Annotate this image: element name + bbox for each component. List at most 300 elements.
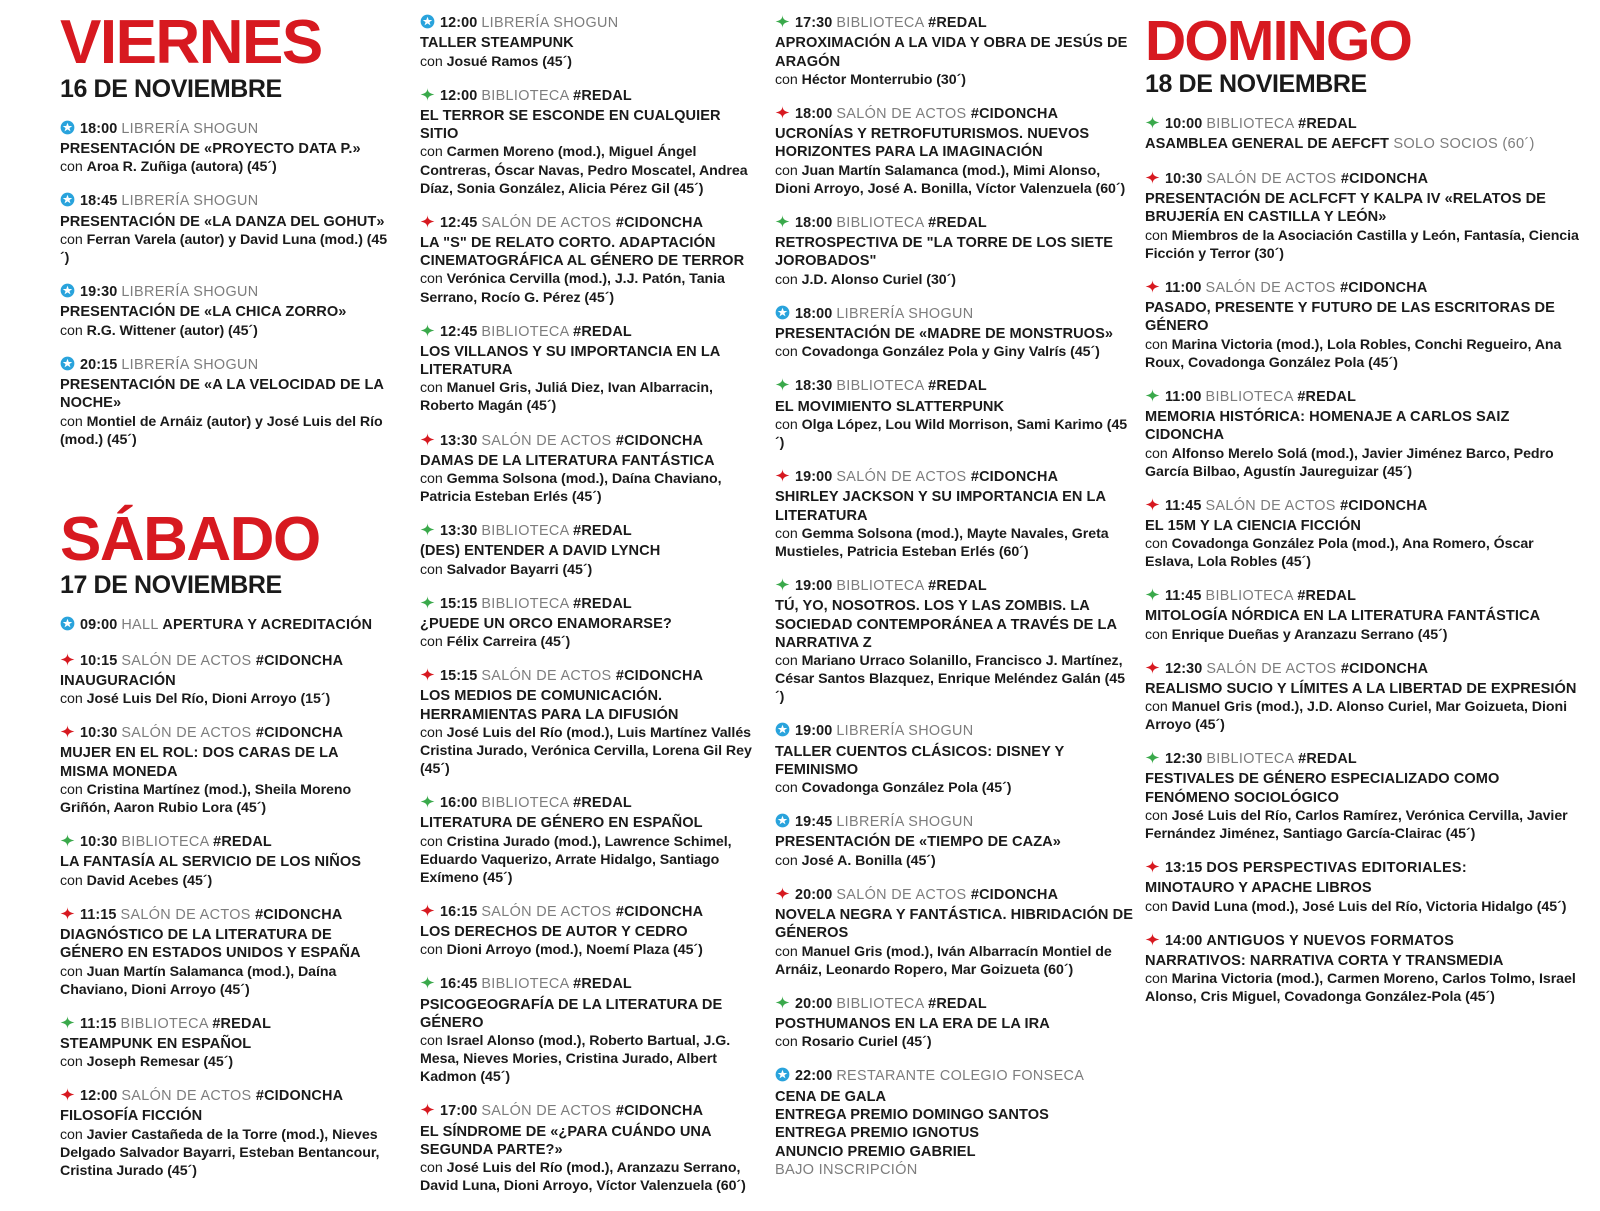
event-participants: [60, 690, 390, 708]
event-participants: [1145, 535, 1586, 571]
event-title: TALLER STEAMPUNK: [420, 35, 574, 52]
event-header: [60, 652, 390, 671]
participants-prefix: con: [420, 1033, 447, 1050]
event-time: 13:30: [440, 432, 478, 449]
event-time: 18:45: [80, 193, 118, 210]
event-participants: [420, 941, 759, 959]
event-header: [420, 432, 759, 451]
event-time: 16:45: [440, 976, 478, 993]
event-time: 22:00: [795, 1068, 833, 1085]
event-venue: ANTIGUOS Y NUEVOS FORMATOS: [1206, 932, 1455, 949]
event-venue: BIBLIOTECA #REDAL: [1205, 388, 1357, 405]
event-venue: DOS PERSPECTIVAS EDITORIALES:: [1206, 860, 1468, 877]
participants-prefix: con: [420, 1160, 447, 1177]
event-venue-tag: #CIDONCHA: [615, 903, 704, 920]
event-participants: [420, 724, 759, 778]
event-title: APROXIMACIÓN A LA VIDA Y OBRA DE JESÚS DE ARAGÓN: [775, 35, 1128, 70]
event-participants: [420, 1159, 759, 1195]
event-title: POSTHUMANOS EN LA ERA DE LA IRA: [775, 1015, 1050, 1032]
event-title: LA FANTASÍA AL SERVICIO DE LOS NIÑOS: [60, 854, 361, 871]
event-title: EL MOVIMIENTO SLATTERPUNK: [775, 398, 1005, 415]
event-header: [60, 833, 390, 852]
event-time: 19:45: [795, 814, 833, 831]
blue-star-circle-icon: [60, 192, 75, 207]
event-header: [420, 667, 759, 686]
event-header: [1145, 587, 1586, 606]
event-participants: [60, 872, 390, 890]
participants-prefix: con: [1145, 699, 1172, 716]
green-star-icon: [1145, 115, 1160, 130]
event-time: 10:30: [80, 725, 118, 742]
event-title: RETROSPECTIVA DE "LA TORRE DE LOS SIETE JOROBADOS": [775, 235, 1114, 270]
event-time: 12:30: [1165, 751, 1203, 768]
participants-names: Dioni Arroyo (mod.), Noemí Plaza (45´): [446, 942, 703, 959]
event-item: [60, 616, 390, 635]
event-item: [60, 906, 390, 999]
event-item: [775, 377, 1133, 452]
event-title: TÚ, YO, NOSOTROS. LOS Y LAS ZOMBIS. LA SOCIEDAD CONTEMPORÁNEA A TRAVÉS DE LA NARRATIVA Z: [775, 598, 1117, 651]
event-time: 10:15: [80, 652, 118, 669]
participants-prefix: con: [60, 963, 87, 980]
green-star-icon: [775, 995, 790, 1010]
participants-names: Ferran Varela (autor) y David Luna (mod.) (45´): [60, 231, 388, 267]
event-venue-tag: #CIDONCHA: [255, 906, 343, 923]
event-header: [1145, 497, 1586, 516]
blue-star-circle-icon: [60, 616, 75, 631]
participants-prefix: con: [1145, 227, 1172, 244]
event-title: EL 15M Y LA CIENCIA FICCIÓN: [1145, 517, 1361, 534]
event-venue-tag: #REDAL: [1298, 751, 1357, 768]
event-participants: [775, 525, 1133, 561]
event-venue-tag: #REDAL: [573, 523, 632, 540]
event-venue: RESTARANTE COLEGIO FONSECA: [836, 1068, 1085, 1085]
event-time: 13:30: [440, 523, 478, 540]
day-title: SÁBADO: [60, 504, 320, 574]
event-item: [60, 192, 390, 267]
event-venue: LIBRERÍA SHOGUN: [836, 723, 974, 740]
participants-names: Joseph Remesar (45´): [86, 1054, 234, 1071]
participants-names: Juan Martín Salamanca (mod.), Mimi Alonso, Dioni Arroyo, José A. Bonilla, Víctor Valenzuela (60´): [775, 162, 1126, 197]
event-venue: SALÓN DE ACTOS #CIDONCHA: [121, 652, 344, 669]
participants-names: Manuel Gris (mod.), Iván Albarracín Montiel de Arnáiz, Leonardo Ropero, Mar Goizueta (60´): [775, 943, 1112, 978]
event-venue-tag: #CIDONCHA: [970, 105, 1059, 122]
event-title: EL TERROR SE ESCONDE EN CUALQUIER SITIO: [420, 107, 721, 143]
participants-prefix: con: [1145, 445, 1172, 462]
event-participants: [420, 53, 759, 71]
event-venue-tag: #CIDONCHA: [970, 469, 1059, 485]
event-time: 20:00: [795, 886, 833, 903]
event-participants: [60, 231, 390, 267]
participants-prefix: con: [775, 271, 802, 288]
event-venue-tag: #CIDONCHA: [255, 1088, 344, 1105]
event-venue-tag: #CIDONCHA: [615, 432, 704, 449]
event-venue: LIBRERÍA SHOGUN: [836, 305, 974, 322]
event-item: [1145, 497, 1586, 572]
participants-names: Félix Carreira (45´): [446, 634, 571, 651]
event-header: [60, 192, 390, 211]
participants-names: Israel Alonso (mod.), Roberto Bartual, J.G. Mesa, Nieves Mories, Cristina Jurado, Albert Kadmon (45´): [420, 1033, 731, 1086]
green-star-icon: [60, 833, 75, 848]
event-participants: [1145, 807, 1586, 843]
event-venue: SALÓN DE ACTOS #CIDONCHA: [1206, 170, 1429, 187]
event-time: 11:00: [1165, 388, 1202, 405]
event-participants: [420, 470, 759, 506]
event-venue-tag: #REDAL: [573, 595, 632, 612]
event-venue: SALÓN DE ACTOS #CIDONCHA: [1205, 279, 1428, 296]
green-star-icon: [420, 595, 435, 610]
participants-names: José Luis del Río, Carlos Ramírez, Verónica Cervilla, Javier Fernández Jiménez, Santiago García-Clairac (45´): [1145, 808, 1568, 843]
event-title: LOS MEDIOS DE COMUNICACIÓN. HERRAMIENTAS PARA LA DIFUSIÓN: [420, 688, 679, 723]
event-header: [60, 283, 390, 302]
red-star-icon: [420, 667, 435, 682]
event-header: [775, 1067, 1133, 1086]
event-item: [420, 87, 759, 198]
day-title: DOMINGO: [1145, 9, 1412, 73]
event-time: 10:00: [1165, 116, 1203, 133]
event-venue: LIBRERÍA SHOGUN: [121, 193, 259, 210]
green-star-icon: [1145, 750, 1160, 765]
event-venue: BIBLIOTECA #REDAL: [836, 577, 987, 594]
event-header: [775, 722, 1133, 741]
participants-names: José Luis del Río (mod.), Luis Martínez Vallés Cristina Jurado, Verónica Cervilla, Lorena Gil Rey (45´): [420, 725, 752, 778]
participants-prefix: con: [60, 1126, 87, 1143]
event-participants: [420, 833, 759, 887]
program-columns: [0, 8, 1600, 1195]
event-item: [775, 305, 1133, 362]
event-venue-tag: #REDAL: [928, 577, 987, 594]
event-venue: BIBLIOTECA #REDAL: [481, 595, 632, 612]
event-venue: BIBLIOTECA #REDAL: [836, 995, 987, 1012]
event-time: 12:45: [440, 214, 478, 231]
participants-prefix: con: [775, 71, 802, 88]
event-participants: [420, 379, 759, 415]
participants-prefix: con: [775, 852, 802, 869]
event-venue-tag: #CIDONCHA: [970, 886, 1059, 903]
event-venue-tag: #REDAL: [1297, 588, 1357, 605]
participants-prefix: con: [60, 782, 87, 799]
participants-prefix: con: [420, 271, 447, 288]
participants-names: Covadonga González Pola (45´): [801, 780, 1012, 797]
event-time: 20:00: [795, 995, 833, 1012]
green-star-icon: [1145, 587, 1160, 602]
blue-star-circle-icon: [775, 722, 790, 737]
event-title: SHIRLEY JACKSON Y SU IMPORTANCIA EN LA LITERATURA: [775, 489, 1106, 524]
red-star-icon: [60, 724, 75, 739]
event-participants: [60, 158, 390, 176]
participants-prefix: con: [420, 471, 447, 488]
blue-star-circle-icon: [60, 356, 75, 371]
participants-prefix: con: [420, 725, 447, 742]
red-star-icon: [775, 886, 790, 901]
column-1: [0, 8, 398, 1196]
red-star-icon: [775, 468, 790, 483]
event-title: EL SÍNDROME DE «¿PARA CUÁNDO UNA SEGUNDA PARTE?»: [420, 1123, 712, 1158]
event-header: [60, 906, 390, 925]
participants-names: Gemma Solsona (mod.), Daína Chaviano, Patricia Esteban Erlés (45´): [420, 471, 722, 506]
event-title: LOS DERECHOS DE AUTOR Y CEDRO: [420, 924, 688, 940]
event-participants: [420, 561, 759, 579]
event-participants: [420, 633, 759, 651]
event-participants: [775, 162, 1133, 198]
event-header: [775, 305, 1133, 324]
event-header: [60, 724, 390, 743]
event-item: [60, 1087, 390, 1180]
event-venue: SALÓN DE ACTOS #CIDONCHA: [481, 903, 704, 920]
event-item: [420, 667, 759, 778]
participants-prefix: con: [775, 416, 802, 433]
event-venue: HALL APERTURA Y ACREDITACIÓN: [121, 617, 373, 634]
event-venue: LIBRERÍA SHOGUN: [836, 814, 974, 831]
blue-star-circle-icon: [60, 120, 75, 135]
event-venue-tag: #CIDONCHA: [1340, 170, 1429, 187]
event-time: 19:00: [795, 577, 833, 594]
event-header: [1145, 660, 1586, 679]
event-item: [1145, 750, 1586, 843]
event-title: FILOSOFÍA FICCIÓN: [60, 1108, 203, 1125]
event-title: (DES) ENTENDER A DAVID LYNCH: [420, 543, 661, 560]
event-item: [60, 652, 390, 709]
participants-prefix: con: [1145, 336, 1172, 353]
event-time: 17:30: [795, 15, 833, 31]
event-venue-tag: #CIDONCHA: [615, 668, 704, 685]
event-participants: [775, 943, 1133, 979]
participants-prefix: con: [420, 53, 447, 70]
event-time: 11:15: [80, 906, 117, 923]
event-participants: [60, 1053, 390, 1071]
participants-prefix: con: [775, 525, 802, 542]
event-time: 11:15: [80, 1015, 117, 1032]
participants-names: Montiel de Arnáiz (autor) y José Luis del Río (mod.) (45´): [60, 413, 383, 448]
event-venue: LIBRERÍA SHOGUN: [121, 120, 259, 137]
event-venue-tag: #REDAL: [1297, 388, 1357, 405]
event-item: [60, 283, 390, 340]
event-title: NARRATIVOS: NARRATIVA CORTA Y TRANSMEDIA: [1145, 953, 1504, 970]
event-title: UCRONÍAS Y RETROFUTURISMOS. NUEVOS HORIZONTES PARA LA IMAGINACIÓN: [775, 126, 1090, 161]
event-header: [420, 522, 759, 541]
participants-names: Aroa R. Zuñiga (autora) (45´): [86, 159, 277, 176]
participants-names: Manuel Gris (mod.), J.D. Alonso Curiel, Mar Goizueta, Dioni Arroyo (45´): [1145, 699, 1568, 734]
participants-prefix: con: [60, 691, 87, 708]
event-title: MUJER EN EL ROL: DOS CARAS DE LA MISMA MONEDA: [60, 745, 339, 780]
event-venue: SALÓN DE ACTOS #CIDONCHA: [481, 214, 704, 231]
blue-star-circle-icon: [775, 813, 790, 828]
event-item: [420, 214, 759, 307]
event-participants: [420, 143, 759, 197]
event-time: 15:15: [440, 595, 478, 612]
day-date: 17 DE NOVIEMBRE: [60, 571, 282, 600]
red-star-icon: [1145, 170, 1160, 185]
event-header: [60, 120, 390, 139]
event-title: ASAMBLEA GENERAL DE AEFCFT SOLO SOCIOS (60´): [1145, 136, 1535, 153]
event-time: 18:00: [795, 214, 833, 231]
event-item: [420, 522, 759, 579]
participants-names: Olga López, Lou Wild Morrison, Sami Karimo (45´): [775, 416, 1128, 451]
event-venue-tag: #REDAL: [928, 15, 987, 31]
event-time: 16:15: [440, 903, 478, 920]
section-spacer: [60, 465, 390, 511]
event-venue-tag: #REDAL: [573, 795, 632, 812]
event-item: [1145, 279, 1586, 372]
event-venue: SALÓN DE ACTOS #CIDONCHA: [481, 668, 704, 685]
event-header: [775, 995, 1133, 1014]
event-title: MINOTAURO Y APACHE LIBROS: [1145, 880, 1372, 897]
event-participants: [60, 963, 390, 999]
event-time: 12:00: [440, 87, 478, 104]
red-star-icon: [1145, 497, 1160, 512]
participants-prefix: con: [420, 942, 447, 959]
blue-star-circle-icon: [60, 283, 75, 298]
green-star-icon: [420, 87, 435, 102]
event-header: [420, 14, 759, 33]
participants-names: José Luis del Río (mod.), Aranzazu Serrano, David Luna, Dioni Arroyo, Víctor Valenzuela (60´): [420, 1160, 746, 1195]
event-title: LOS VILLANOS Y SU IMPORTANCIA EN LA LITERATURA: [420, 343, 720, 379]
participants-prefix: con: [1145, 536, 1172, 553]
green-star-icon: [420, 522, 435, 537]
event-item: [420, 14, 759, 71]
participants-names: Héctor Monterrubio (30´): [801, 71, 966, 88]
event-venue: SALÓN DE ACTOS #CIDONCHA: [121, 725, 344, 742]
event-venue-tag: #CIDONCHA: [255, 725, 344, 742]
participants-prefix: con: [775, 344, 802, 361]
participants-prefix: con: [775, 780, 802, 797]
event-item: [775, 1067, 1133, 1179]
event-time: 11:45: [1165, 588, 1202, 605]
event-title: INAUGURACIÓN: [60, 672, 176, 689]
event-time: 12:30: [1165, 660, 1203, 677]
event-time: 11:45: [1165, 497, 1202, 514]
participants-names: José A. Bonilla (45´): [801, 852, 936, 869]
event-participants: [60, 322, 390, 340]
event-item: [775, 813, 1133, 870]
event-venue-tag: #REDAL: [928, 214, 987, 231]
event-venue-tag: #CIDONCHA: [1340, 279, 1428, 296]
red-star-icon: [1145, 859, 1160, 874]
event-item: [775, 995, 1133, 1052]
event-header: [60, 356, 390, 375]
green-star-icon: [775, 377, 790, 392]
event-venue: BIBLIOTECA #REDAL: [836, 214, 987, 231]
event-venue: BIBLIOTECA #REDAL: [121, 834, 272, 851]
event-venue-tag: #REDAL: [573, 87, 632, 104]
event-participants: [60, 413, 390, 449]
event-participants: [1145, 445, 1586, 481]
event-item: [775, 468, 1133, 561]
event-header: [1145, 170, 1586, 189]
event-participants: [60, 1126, 390, 1180]
participants-names: David Luna (mod.), José Luis del Río, Victoria Hidalgo (45´): [1171, 898, 1567, 915]
participants-names: Cristina Martínez (mod.), Sheila Moreno Griñón, Aaron Rubio Lora (45´): [60, 782, 352, 817]
event-venue: SALÓN DE ACTOS #CIDONCHA: [836, 886, 1059, 903]
participants-names: Javier Castañeda de la Torre (mod.), Nieves Delgado Salvador Bayarri, Esteban Bentancour, Cristina Jurado (45´): [60, 1126, 380, 1179]
participants-names: Juan Martín Salamanca (mod.), Daína Chaviano, Dioni Arroyo (45´): [60, 963, 337, 998]
blue-star-circle-icon: [775, 1067, 790, 1082]
event-participants: [775, 1033, 1133, 1051]
event-participants: [775, 779, 1133, 797]
event-header: [420, 903, 759, 922]
event-item: [420, 323, 759, 416]
event-participants: [1145, 336, 1586, 372]
column-2: [398, 14, 765, 1211]
day-date: 16 DE NOVIEMBRE: [60, 74, 282, 103]
event-venue-tag: APERTURA Y ACREDITACIÓN: [158, 617, 373, 634]
day-date: 18 DE NOVIEMBRE: [1145, 70, 1367, 99]
event-venue: BIBLIOTECA #REDAL: [1206, 751, 1357, 768]
event-header: [420, 794, 759, 813]
event-title: LA "S" DE RELATO CORTO. ADAPTACIÓN CINEMATOGRÁFICA AL GÉNERO DE TERROR: [420, 234, 745, 270]
event-venue-tag: #REDAL: [928, 995, 987, 1012]
event-participants: [1145, 227, 1586, 263]
event-venue: SALÓN DE ACTOS #CIDONCHA: [120, 906, 343, 923]
event-item: [1145, 932, 1586, 1007]
participants-names: Manuel Gris, Juliá Diez, Ivan Albarracin, Roberto Magán (45´): [420, 380, 713, 415]
participants-names: David Acebes (45´): [86, 872, 213, 889]
event-venue-tag: #CIDONCHA: [615, 214, 704, 231]
event-venue-tag: #CIDONCHA: [1340, 660, 1429, 677]
participants-prefix: con: [60, 159, 87, 176]
event-title: PRESENTACIÓN DE «LA CHICA ZORRO»: [60, 304, 347, 321]
event-time: 17:00: [440, 1103, 478, 1120]
red-star-icon: [420, 214, 435, 229]
event-venue-tag: #REDAL: [573, 323, 632, 340]
event-title: REALISMO SUCIO Y LÍMITES A LA LIBERTAD DE EXPRESIÓN: [1145, 680, 1577, 697]
participants-prefix: con: [420, 380, 447, 397]
event-title: NOVELA NEGRA Y FANTÁSTICA. HIBRIDACIÓN DE GÉNEROS: [775, 907, 1133, 942]
red-star-icon: [60, 652, 75, 667]
event-venue: SALÓN DE ACTOS #CIDONCHA: [1206, 660, 1429, 677]
red-star-icon: [60, 906, 75, 921]
red-star-icon: [420, 432, 435, 447]
event-participants: [775, 271, 1133, 289]
event-item: [420, 903, 759, 960]
participants-names: Josué Ramos (45´): [446, 53, 572, 70]
red-star-icon: [1145, 932, 1160, 947]
event-item: [60, 1015, 390, 1072]
event-time: 12:00: [440, 15, 478, 31]
event-venue-tag: #REDAL: [928, 378, 987, 395]
event-header: [775, 214, 1133, 233]
event-time: 19:00: [795, 469, 833, 485]
event-venue-tag: #REDAL: [1298, 116, 1357, 133]
participants-names: Rosario Curiel (45´): [801, 1034, 932, 1051]
participants-prefix: con: [60, 231, 87, 248]
event-participants: [1145, 970, 1586, 1006]
event-venue-tag: #REDAL: [573, 976, 632, 993]
red-star-icon: [1145, 279, 1160, 294]
event-title: DAMAS DE LA LITERATURA FANTÁSTICA: [420, 452, 715, 469]
red-star-icon: [1145, 660, 1160, 675]
participants-names: R.G. Wittener (autor) (45´): [86, 322, 258, 339]
participants-names: Verónica Cervilla (mod.), J.J. Patón, Tania Serrano, Rocío G. Pérez (45´): [420, 271, 725, 306]
event-title: STEAMPUNK EN ESPAÑOL: [60, 1035, 252, 1052]
event-header: [1145, 932, 1586, 951]
participants-names: Covadonga González Pola y Giny Valrís (45´): [801, 344, 1100, 361]
participants-names: Enrique Dueñas y Aranzazu Serrano (45´): [1171, 626, 1448, 643]
event-participants: [775, 652, 1133, 706]
event-footnote: BAJO INSCRIPCIÓN: [775, 1162, 918, 1179]
event-header: [1145, 750, 1586, 769]
event-time: 12:45: [440, 323, 478, 340]
participants-prefix: con: [60, 413, 87, 430]
event-item: [1145, 388, 1586, 481]
participants-prefix: con: [420, 634, 447, 651]
participants-names: Salvador Bayarri (45´): [446, 561, 593, 578]
event-item: [60, 120, 390, 177]
green-star-icon: [775, 14, 790, 29]
event-venue: LIBRERÍA SHOGUN: [121, 356, 259, 373]
participants-names: Alfonso Merelo Solá (mod.), Javier Jiménez Barco, Pedro García Bilbao, Agustín Jaureguizar (45´): [1145, 445, 1554, 480]
event-participants: [1145, 698, 1586, 734]
event-item: [1145, 587, 1586, 644]
